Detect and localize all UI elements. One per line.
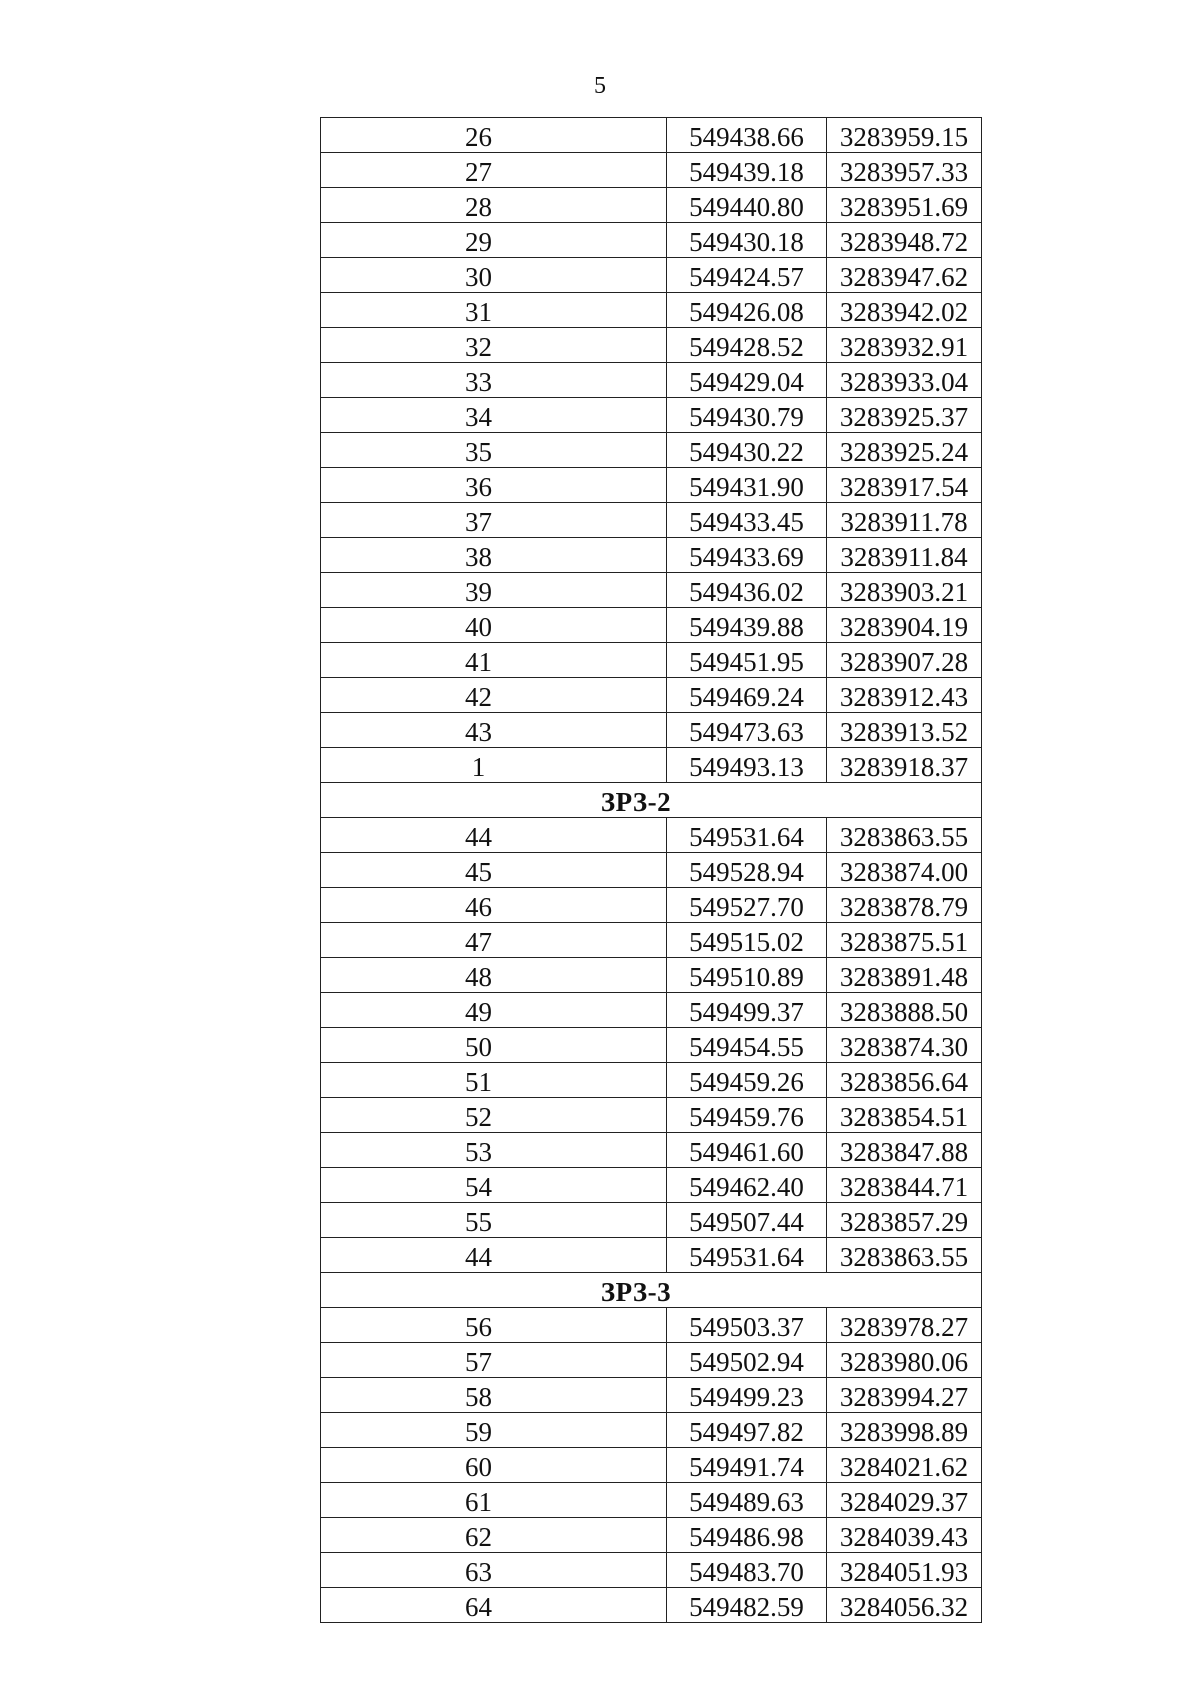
- x-coordinate-cell: 549431.90: [667, 468, 827, 503]
- point-number-cell: 63: [321, 1553, 667, 1588]
- y-coordinate-cell: 3283913.52: [827, 713, 982, 748]
- point-number-cell: 64: [321, 1588, 667, 1623]
- x-coordinate-cell: 549459.76: [667, 1098, 827, 1133]
- y-coordinate-cell: 3283917.54: [827, 468, 982, 503]
- point-number-cell: 43: [321, 713, 667, 748]
- point-number-cell: 47: [321, 923, 667, 958]
- table-row: [321, 153, 982, 188]
- y-coordinate-cell: 3284029.37: [827, 1483, 982, 1518]
- y-coordinate-cell: 3283903.21: [827, 573, 982, 608]
- table-row: [321, 888, 982, 923]
- point-number-cell: 40: [321, 608, 667, 643]
- point-number-cell: 54: [321, 1168, 667, 1203]
- table-row: [321, 1098, 982, 1133]
- point-number-cell: 29: [321, 223, 667, 258]
- x-coordinate-cell: 549499.37: [667, 993, 827, 1028]
- y-coordinate-cell: 3283918.37: [827, 748, 982, 783]
- section-label: ЗРЗ-2: [321, 783, 982, 818]
- point-number-cell: 28: [321, 188, 667, 223]
- point-number-cell: 56: [321, 1308, 667, 1343]
- y-coordinate-cell: 3283857.29: [827, 1203, 982, 1238]
- point-number-cell: 38: [321, 538, 667, 573]
- x-coordinate-cell: 549499.23: [667, 1378, 827, 1413]
- x-coordinate-cell: 549515.02: [667, 923, 827, 958]
- table-row: [321, 1483, 982, 1518]
- point-number-cell: 36: [321, 468, 667, 503]
- point-number-cell: 59: [321, 1413, 667, 1448]
- y-coordinate-cell: 3283847.88: [827, 1133, 982, 1168]
- table-row: [321, 118, 982, 153]
- x-coordinate-cell: 549491.74: [667, 1448, 827, 1483]
- y-coordinate-cell: 3283925.37: [827, 398, 982, 433]
- x-coordinate-cell: 549438.66: [667, 118, 827, 153]
- y-coordinate-cell: 3283878.79: [827, 888, 982, 923]
- table-row: [321, 503, 982, 538]
- table-row: [321, 993, 982, 1028]
- table-row: [321, 748, 982, 783]
- table-row: [321, 293, 982, 328]
- y-coordinate-cell: 3284056.32: [827, 1588, 982, 1623]
- point-number-cell: 51: [321, 1063, 667, 1098]
- x-coordinate-cell: 549430.79: [667, 398, 827, 433]
- x-coordinate-cell: 549528.94: [667, 853, 827, 888]
- y-coordinate-cell: 3283994.27: [827, 1378, 982, 1413]
- y-coordinate-cell: 3283874.30: [827, 1028, 982, 1063]
- y-coordinate-cell: 3283907.28: [827, 643, 982, 678]
- point-number-cell: 45: [321, 853, 667, 888]
- x-coordinate-cell: 549451.95: [667, 643, 827, 678]
- point-number-cell: 50: [321, 1028, 667, 1063]
- table-row: [321, 1238, 982, 1273]
- x-coordinate-cell: 549462.40: [667, 1168, 827, 1203]
- table-row: [321, 713, 982, 748]
- x-coordinate-cell: 549461.60: [667, 1133, 827, 1168]
- x-coordinate-cell: 549493.13: [667, 748, 827, 783]
- x-coordinate-cell: 549430.18: [667, 223, 827, 258]
- y-coordinate-cell: 3283888.50: [827, 993, 982, 1028]
- x-coordinate-cell: 549497.82: [667, 1413, 827, 1448]
- point-number-cell: 44: [321, 818, 667, 853]
- y-coordinate-cell: 3283998.89: [827, 1413, 982, 1448]
- y-coordinate-cell: 3283925.24: [827, 433, 982, 468]
- x-coordinate-cell: 549473.63: [667, 713, 827, 748]
- x-coordinate-cell: 549502.94: [667, 1343, 827, 1378]
- section-label: ЗРЗ-3: [321, 1273, 982, 1308]
- x-coordinate-cell: 549439.18: [667, 153, 827, 188]
- table-row: [321, 1308, 982, 1343]
- x-coordinate-cell: 549454.55: [667, 1028, 827, 1063]
- x-coordinate-cell: 549426.08: [667, 293, 827, 328]
- table-row: [321, 923, 982, 958]
- x-coordinate-cell: 549489.63: [667, 1483, 827, 1518]
- y-coordinate-cell: 3283912.43: [827, 678, 982, 713]
- x-coordinate-cell: 549439.88: [667, 608, 827, 643]
- point-number-cell: 1: [321, 748, 667, 783]
- table-row: [321, 433, 982, 468]
- point-number-cell: 31: [321, 293, 667, 328]
- table-row: [321, 1203, 982, 1238]
- point-number-cell: 30: [321, 258, 667, 293]
- table-row: [321, 258, 982, 293]
- point-number-cell: 49: [321, 993, 667, 1028]
- point-number-cell: 39: [321, 573, 667, 608]
- table-row: [321, 1378, 982, 1413]
- table-row: [321, 608, 982, 643]
- x-coordinate-cell: 549459.26: [667, 1063, 827, 1098]
- point-number-cell: 35: [321, 433, 667, 468]
- point-number-cell: 58: [321, 1378, 667, 1413]
- x-coordinate-cell: 549483.70: [667, 1553, 827, 1588]
- x-coordinate-cell: 549531.64: [667, 818, 827, 853]
- x-coordinate-cell: 549527.70: [667, 888, 827, 923]
- table-row: [321, 678, 982, 713]
- table-row: [321, 538, 982, 573]
- table-row: [321, 1133, 982, 1168]
- coordinates-table: [320, 117, 982, 1623]
- x-coordinate-cell: 549503.37: [667, 1308, 827, 1343]
- point-number-cell: 62: [321, 1518, 667, 1553]
- x-coordinate-cell: 549486.98: [667, 1518, 827, 1553]
- x-coordinate-cell: 549436.02: [667, 573, 827, 608]
- point-number-cell: 37: [321, 503, 667, 538]
- section-header-row: [321, 783, 982, 818]
- table-row: [321, 328, 982, 363]
- x-coordinate-cell: 549433.69: [667, 538, 827, 573]
- table-row: [321, 1518, 982, 1553]
- table-row: [321, 643, 982, 678]
- point-number-cell: 57: [321, 1343, 667, 1378]
- table-row: [321, 468, 982, 503]
- y-coordinate-cell: 3283911.78: [827, 503, 982, 538]
- y-coordinate-cell: 3283932.91: [827, 328, 982, 363]
- table-row: [321, 223, 982, 258]
- table-row: [321, 853, 982, 888]
- y-coordinate-cell: 3283980.06: [827, 1343, 982, 1378]
- point-number-cell: 26: [321, 118, 667, 153]
- table-row: [321, 363, 982, 398]
- x-coordinate-cell: 549507.44: [667, 1203, 827, 1238]
- point-number-cell: 53: [321, 1133, 667, 1168]
- x-coordinate-cell: 549510.89: [667, 958, 827, 993]
- x-coordinate-cell: 549428.52: [667, 328, 827, 363]
- page-number: 5: [594, 73, 606, 99]
- table-row: [321, 958, 982, 993]
- y-coordinate-cell: 3283948.72: [827, 223, 982, 258]
- table-row: [321, 1448, 982, 1483]
- y-coordinate-cell: 3284021.62: [827, 1448, 982, 1483]
- table-row: [321, 818, 982, 853]
- x-coordinate-cell: 549469.24: [667, 678, 827, 713]
- table-row: [321, 1553, 982, 1588]
- table-row: [321, 1343, 982, 1378]
- y-coordinate-cell: 3283856.64: [827, 1063, 982, 1098]
- y-coordinate-cell: 3283947.62: [827, 258, 982, 293]
- table-row: [321, 1168, 982, 1203]
- x-coordinate-cell: 549424.57: [667, 258, 827, 293]
- y-coordinate-cell: 3283875.51: [827, 923, 982, 958]
- x-coordinate-cell: 549440.80: [667, 188, 827, 223]
- table-row: [321, 1063, 982, 1098]
- y-coordinate-cell: 3283874.00: [827, 853, 982, 888]
- table-row: [321, 1413, 982, 1448]
- table-row: [321, 573, 982, 608]
- point-number-cell: 32: [321, 328, 667, 363]
- point-number-cell: 27: [321, 153, 667, 188]
- x-coordinate-cell: 549433.45: [667, 503, 827, 538]
- coordinates-table-body: [321, 118, 982, 1623]
- x-coordinate-cell: 549482.59: [667, 1588, 827, 1623]
- y-coordinate-cell: 3284051.93: [827, 1553, 982, 1588]
- point-number-cell: 46: [321, 888, 667, 923]
- point-number-cell: 34: [321, 398, 667, 433]
- point-number-cell: 61: [321, 1483, 667, 1518]
- y-coordinate-cell: 3283863.55: [827, 818, 982, 853]
- table-row: [321, 1028, 982, 1063]
- y-coordinate-cell: 3283911.84: [827, 538, 982, 573]
- x-coordinate-cell: 549429.04: [667, 363, 827, 398]
- point-number-cell: 44: [321, 1238, 667, 1273]
- y-coordinate-cell: 3283951.69: [827, 188, 982, 223]
- point-number-cell: 41: [321, 643, 667, 678]
- point-number-cell: 60: [321, 1448, 667, 1483]
- y-coordinate-cell: 3283942.02: [827, 293, 982, 328]
- y-coordinate-cell: 3283959.15: [827, 118, 982, 153]
- x-coordinate-cell: 549430.22: [667, 433, 827, 468]
- point-number-cell: 42: [321, 678, 667, 713]
- y-coordinate-cell: 3283891.48: [827, 958, 982, 993]
- y-coordinate-cell: 3283957.33: [827, 153, 982, 188]
- y-coordinate-cell: 3283863.55: [827, 1238, 982, 1273]
- table-row: [321, 1588, 982, 1623]
- point-number-cell: 33: [321, 363, 667, 398]
- point-number-cell: 52: [321, 1098, 667, 1133]
- y-coordinate-cell: 3283933.04: [827, 363, 982, 398]
- y-coordinate-cell: 3283978.27: [827, 1308, 982, 1343]
- table-row: [321, 398, 982, 433]
- table-row: [321, 188, 982, 223]
- y-coordinate-cell: 3283844.71: [827, 1168, 982, 1203]
- x-coordinate-cell: 549531.64: [667, 1238, 827, 1273]
- point-number-cell: 48: [321, 958, 667, 993]
- section-header-row: [321, 1273, 982, 1308]
- y-coordinate-cell: 3283904.19: [827, 608, 982, 643]
- y-coordinate-cell: 3283854.51: [827, 1098, 982, 1133]
- point-number-cell: 55: [321, 1203, 667, 1238]
- y-coordinate-cell: 3284039.43: [827, 1518, 982, 1553]
